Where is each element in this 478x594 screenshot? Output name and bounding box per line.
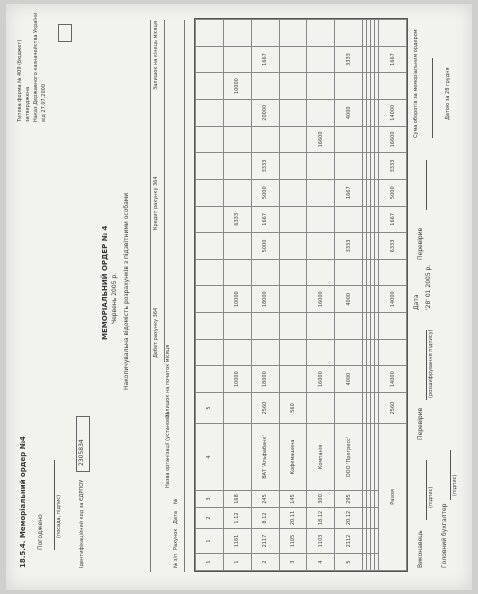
cell: 245 (251, 491, 279, 508)
cell (335, 393, 363, 424)
cell: 8.12 (251, 508, 279, 529)
cell (279, 233, 307, 260)
cell (251, 20, 279, 47)
cell: 16600 (307, 126, 335, 153)
cell: 1667 (251, 46, 279, 73)
cell (279, 46, 307, 73)
code-box (58, 24, 72, 42)
cell: 3 (196, 491, 224, 508)
cell (196, 73, 224, 100)
checked-sign-line-2 (426, 160, 427, 210)
order-title: МЕМОРІАЛЬНИЙ ОРДЕР № 4 (101, 225, 109, 340)
cell (379, 259, 407, 286)
cell: 5000 (251, 179, 279, 206)
cell (196, 20, 224, 47)
cell (307, 233, 335, 260)
cell: 1105 (279, 529, 307, 554)
cell (335, 73, 363, 100)
cell (307, 153, 335, 180)
cell: 14000 (379, 99, 407, 126)
cell (307, 46, 335, 73)
cell (196, 179, 224, 206)
col-balance-end: Залишок на кінець місяця (153, 21, 159, 90)
cell: 10000 (223, 73, 251, 100)
cell (279, 73, 307, 100)
cell (279, 206, 307, 233)
cell (196, 126, 224, 153)
cell: 16000 (307, 366, 335, 393)
cell: 6333 (379, 233, 407, 260)
cell: 5 (335, 554, 363, 571)
cell (251, 339, 279, 366)
executor-sign-line (426, 460, 427, 520)
table-row (251, 20, 279, 571)
cell (335, 126, 363, 153)
cell (279, 99, 307, 126)
form-ref-2: затверджена (25, 86, 31, 122)
edrpou-label: Ідентифікаційний код за ЄДРПОУ (79, 479, 85, 568)
cell (379, 339, 407, 366)
rotated-form (6, 4, 472, 590)
cell: 18000 (251, 286, 279, 313)
col-credit: Кредит рахунку 364 (153, 176, 159, 230)
ledger-grid (194, 18, 408, 572)
cell (307, 206, 335, 233)
summary-line (432, 58, 433, 138)
cell (279, 126, 307, 153)
form-ref-3: Наказ Державного казначейства України (33, 12, 39, 122)
document-page (6, 4, 472, 590)
cell (307, 73, 335, 100)
cell (335, 153, 363, 180)
cell (251, 313, 279, 340)
cell: 6333 (223, 206, 251, 233)
cell: 5 (196, 393, 224, 424)
approved-label: Погоджено (37, 514, 44, 550)
edrpou-code: 2305834 (78, 439, 85, 466)
table-row (223, 20, 251, 571)
cell (279, 259, 307, 286)
date-value: '28' 01 2005 р. (425, 264, 432, 310)
cell (223, 153, 251, 180)
cell: 2560 (251, 393, 279, 424)
cell (223, 424, 251, 491)
cell: 1667 (379, 206, 407, 233)
cell: 145 (279, 491, 307, 508)
cell (196, 259, 224, 286)
order-subtitle: Накопичувальна відомість розрахунків з підзвітними особами (123, 192, 130, 390)
cell: ВАТ 'Альфабанк' (251, 424, 279, 491)
cell: 2117 (251, 529, 279, 554)
col-num: № з/п (173, 553, 179, 568)
cell (307, 393, 335, 424)
chief-sign-line (450, 450, 451, 500)
cell (307, 99, 335, 126)
cell (196, 46, 224, 73)
cell (307, 339, 335, 366)
cell (251, 73, 279, 100)
cell: 20000 (251, 99, 279, 126)
cell (335, 206, 363, 233)
cell (223, 339, 251, 366)
cell (196, 339, 224, 366)
cell: 14000 (379, 286, 407, 313)
summary-label: Сума оборотів за меморіальним ордером (413, 29, 419, 138)
cell: 1667 (335, 179, 363, 206)
cell (196, 313, 224, 340)
cell: 1 (196, 529, 224, 554)
date-label: Дата (413, 294, 420, 310)
cell (223, 99, 251, 126)
executor-label: Виконавець (417, 530, 424, 568)
cell (307, 259, 335, 286)
cell: 1103 (307, 529, 335, 554)
col-debit: Дебет рахунку 364 (153, 307, 159, 358)
cell (223, 259, 251, 286)
col-date: Дата (173, 511, 179, 524)
cell (223, 46, 251, 73)
cell: ООО 'Прогресс' (335, 424, 363, 491)
cell: 2560 (379, 393, 407, 424)
cell: 10000 (223, 286, 251, 313)
cell: 1667 (251, 206, 279, 233)
cell (196, 286, 224, 313)
cell (196, 206, 224, 233)
cell: 20.12 (335, 508, 363, 529)
cell: 18000 (251, 366, 279, 393)
cell: 1.12 (223, 508, 251, 529)
col-account: Рахунок (173, 528, 179, 550)
cell (279, 339, 307, 366)
cell (335, 259, 363, 286)
table-row (279, 20, 307, 571)
checked-label-2: Перевірив (417, 227, 424, 260)
cell: 1667 (379, 46, 407, 73)
cell: 14000 (379, 366, 407, 393)
form-title: 18.5.4. Меморіальний ордер №4 (19, 436, 27, 568)
table-row (335, 20, 363, 571)
cell: 4000 (335, 366, 363, 393)
cell (279, 179, 307, 206)
cell (223, 313, 251, 340)
cell: 4000 (335, 99, 363, 126)
dated-label: Датою за 28 грудня (445, 67, 451, 120)
cell: 3333 (335, 46, 363, 73)
cell: 3333 (251, 153, 279, 180)
cell: 2 (251, 554, 279, 571)
cell: 300 (307, 491, 335, 508)
transcript-caption: (розшифрування підпису) (428, 329, 434, 398)
cell (307, 20, 335, 47)
cell (223, 20, 251, 47)
cell: Компанія (307, 424, 335, 491)
col-person: Назва організації (установи) (165, 412, 171, 488)
header-top-rule (150, 20, 151, 572)
cell: 295 (335, 491, 363, 508)
cell: 2 (196, 508, 224, 529)
checked-sign-line (426, 330, 427, 400)
cell (379, 20, 407, 47)
cell (335, 20, 363, 47)
cell: 16600 (379, 126, 407, 153)
cell (307, 179, 335, 206)
cell (251, 259, 279, 286)
cell (196, 153, 224, 180)
cell: 10000 (223, 366, 251, 393)
cell (279, 20, 307, 47)
col-balance: Залишок на початок місяця (165, 344, 171, 418)
cell (223, 233, 251, 260)
table-row (196, 20, 224, 571)
cell: Кофемашина (279, 424, 307, 491)
cell: 1161 (223, 529, 251, 554)
cell (335, 339, 363, 366)
cell (251, 126, 279, 153)
cell (335, 313, 363, 340)
approved-sub: (посада, підпис) (56, 494, 62, 538)
cell: 20.11 (279, 508, 307, 529)
chief-sign-caption: (підпис) (452, 474, 458, 496)
executor-sign-caption: (підпис) (428, 486, 434, 508)
checked-label: Перевірив (417, 407, 424, 440)
cell: 4 (307, 554, 335, 571)
cell: 16000 (307, 286, 335, 313)
cell (196, 366, 224, 393)
header-bottom-rule (184, 20, 185, 572)
form-ref-4: від 27.07.2000 (41, 83, 47, 122)
cell (223, 393, 251, 424)
table-row (307, 20, 335, 571)
order-period: Червень 2005 р. (111, 272, 118, 324)
header-mid-rule (164, 20, 165, 362)
cell: 3 (279, 554, 307, 571)
cell: 168 (223, 491, 251, 508)
cell: 4000 (335, 286, 363, 313)
cell: 560 (279, 393, 307, 424)
cell (223, 179, 251, 206)
cell (223, 126, 251, 153)
cell (279, 313, 307, 340)
cell: 1 (223, 554, 251, 571)
approved-signature-line (54, 460, 55, 550)
cell: 2112 (335, 529, 363, 554)
total-row (379, 20, 407, 571)
cell (196, 233, 224, 260)
cell: 3333 (379, 153, 407, 180)
cell: 1 (196, 554, 224, 571)
cell (279, 366, 307, 393)
total-label: Разом (379, 424, 407, 571)
cell: 3333 (335, 233, 363, 260)
chief-label: Головний бухгалтер (441, 503, 448, 568)
cell (379, 73, 407, 100)
form-ref-1: Типова форма № 409 (бюджет) (17, 39, 23, 122)
cell (279, 153, 307, 180)
cell: 4 (196, 424, 224, 491)
cell (379, 313, 407, 340)
cell: 18.12 (307, 508, 335, 529)
cell: 5000 (251, 233, 279, 260)
cell (196, 99, 224, 126)
col-doc: № (173, 498, 179, 504)
cell (307, 313, 335, 340)
cell: 5000 (379, 179, 407, 206)
cell (279, 286, 307, 313)
